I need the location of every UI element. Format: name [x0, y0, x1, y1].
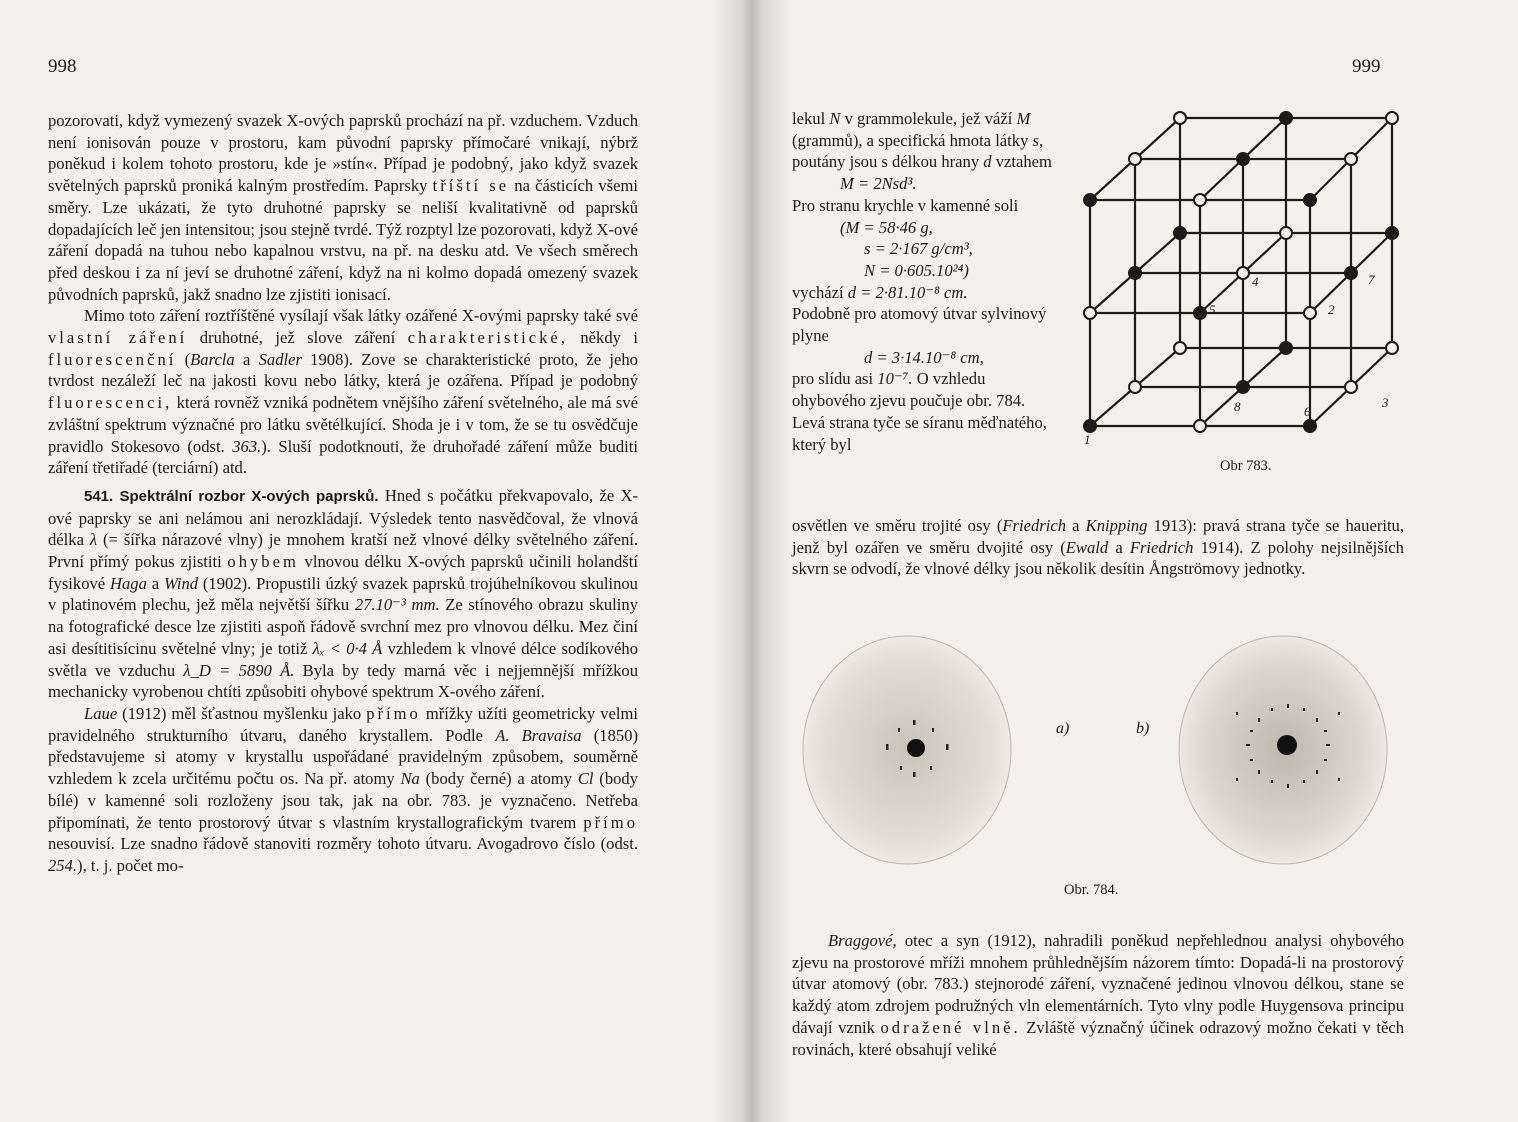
wrapped-text: lekul N v grammolekule, jež váží M (grammů), a specifická hmota látky s, poutány jsou s délkou hrany d vztahem M = 2Nsd³. Pro stranu krychle v kamenné soli (M = 58·46 g, s = 2·167 g/cm³, N = 0·605.10²⁴) vychází d = 2·81.10⁻⁸ cm. Podobně pro atomový útvar sylvinový plyne d = 3·14.10⁻⁸ cm, pro slídu asi 10⁻⁷. O vzhledu ohybového zjevu poučuje obr. 784. Levá strana tyče se síranu měďnatého, který byl: [792, 108, 1062, 455]
lattice-label: 2: [1328, 302, 1335, 317]
right-page: [752, 0, 1518, 1122]
lattice-label: 4: [1252, 274, 1259, 289]
paragraph: pozorovati, když vymezený svazek X-ových paprsků prochází na př. vzduchem. Vzduch není ionisován pouze v prostoru, kam původní paprsky přímočaré vnikají, nýbrž poněkud i kolem tohoto prostoru, kde je »stín«. Případ je podobný, jako když svazek světelných paprsků proniká kalným prostředím. Paprsky tříští se na částicích všemi směry. Lze ukázati, že tyto druhotné paprsky se neliší kvalitativně od paprsků dopadajících leč jen intensitou; jsou stejně tvrdé. Týž rozptyl lze pozorovati, když X-ové záření dopadá na tuhou nebo kapalnou vrstvu, na př. na desku atd. Ve všech směrech před deskou i za ní jeví se druhotné záření, když na ni kolmo dopadá omezený svazek původních paprsků, jakž snadno lze zjistiti ionisací.: [48, 111, 638, 304]
figure-label-a: a): [1056, 720, 1070, 737]
page-number: 998: [48, 56, 77, 77]
equation: s = 2·167 g/cm³,: [864, 239, 973, 259]
lattice-label: 8: [1234, 399, 1241, 414]
figure-784-caption: Obr. 784.: [1064, 882, 1119, 898]
laue-photo-a: [800, 632, 1014, 868]
left-page-body: [48, 110, 638, 877]
paragraph: Mimo toto záření roztříštěné vysílají však látky ozářené X-ovými paprsky také své vlastní záření druhotné, jež slove záření charakteristické, někdy i fluorescenční (Barcla a Sadler 1908). Zove se charakteristické proto, že jeho tvrdost nezáleží leč na jakosti kovu nebo látky, která je ozářena. Případ je podobný fluorescenci, která rovněž vzniká podnětem vnějšího záření světelného, ale má své zvláštní spektrum význačné pro látku světélkující. Shoda je i v tom, že se tu osvědčuje pravidlo Stokesovo (odst. 363.). Sluší podotknouti, že druhořadé záření může buditi záření třetiřadé (terciární) atd.: [48, 306, 639, 478]
equation: d = 2·81.10⁻⁸ cm.: [847, 282, 968, 302]
lattice-label: 7: [1368, 272, 1375, 287]
equation: N = 0·605.10²⁴): [864, 260, 969, 280]
page-number: 999: [1352, 56, 1381, 77]
section-number: 541.: [84, 487, 114, 505]
equation: d = 3·14.10⁻⁸ cm,: [864, 347, 984, 367]
figure-label-b: b): [1136, 720, 1150, 737]
paragraph: Laue (1912) měl šťastnou myšlenku jako přímo mřížky užíti geometricky velmi pravidelného strukturního útvaru, daného krystallem. Podle A. Bravaisa (1850) představujeme si atomy v krystallu uspořádané pravidelným způsobem, souměrně vzhledem k zcela určitému počtu os. Na př. atomy Na (body černé) a atomy Cl (body bílé) v kamenné soli rozloženy jsou tak, jak na obr. 783. je vyznačeno. Netřeba připomínati, že tento prostorový útvar s vlastním krystallografickým tvarem přímo nesouvisí. Lze snadno řádově stanoviti rozměry tohoto útvaru. Avogadrovo číslo (odst. 254.), t. j. počet mo-: [48, 703, 639, 875]
section-541: 541. Spektrální rozbor X-ových paprsků. Hned s počátku překvapovalo, že X-ové paprsky se ani nelámou ani nerozkládají. Výsledek tento nasvědčoval, že vlnová délka λ (= šířka nárazové vlny) je mnohem kratší než vlnové délky světelného záření. První přímý pokus zjistiti ohybem vlnovou délku X-ových paprsků učinili holandští fysikové Haga a Wind (1902). Propustili úzký svazek paprsků trojúhelníkovou skulinou v platinovém plechu, jež měla největší šířku 27.10⁻³ mm. Ze stínového obrazu skuliny na fotografické desce lze zjistiti aspoň řádově svrchní mez pro vlnovou délku. Mez činí asi desítitisícinu světelné vlny; je totiž λₓ < 0·4 Å vzhledem k vlnové délce sodíkového světla ve vzduchu λ_D = 5890 Å. Byla by tedy marná věc i nejjemnější mřížkou mechanicky vyrobenou chtíti způsobiti ohybové spektrum X-ového záření.: [48, 485, 639, 702]
lattice-label: 6: [1304, 404, 1311, 419]
laue-photo-b: [1176, 632, 1390, 868]
equation: M = 2Nsd³.: [840, 174, 917, 194]
figure-783-caption: Obr 783.: [1220, 458, 1272, 474]
lattice-label: 1: [1084, 432, 1091, 447]
paragraph: osvětlen ve směru trojité osy (Friedrich a Knipping 1913): pravá strana tyče se haueritu, jenž byl ozářen ve směru dvojité osy (Ewald a Friedrich 1914). Z polohy nejsilnějších skvrn se odvodí, že vlnové délky jsou několik desítin Ångströmovy jednotky.: [792, 516, 1405, 579]
equation: (M = 58·46 g,: [840, 217, 933, 237]
section-title: Spektrální rozbor X-ových paprsků.: [119, 487, 379, 505]
left-page: [0, 0, 752, 1122]
paragraph: Braggové, otec a syn (1912), nahradili poněkud nepřehlednou analysi ohybového zjevu na prostorové mříži mnohem průhlednějším názorem tímto: Dopadá-li na prostorový útvar atomový (obr. 783.) stejnorodé záření, vyznačené jedinou vlnovou délkou, stane se každý atom zdrojem podružných vln elementárních. Tyto vlny podle Huygensova principu dávají vznik odražené vlně. Zvláště význačný účinek odrazový možno čekati v těch rovinách, které obsahují veliké: [792, 931, 1405, 1059]
lattice-label: 5: [1209, 302, 1216, 317]
lattice-label: 3: [1382, 395, 1389, 410]
figure-783-lattice: [1082, 108, 1400, 448]
